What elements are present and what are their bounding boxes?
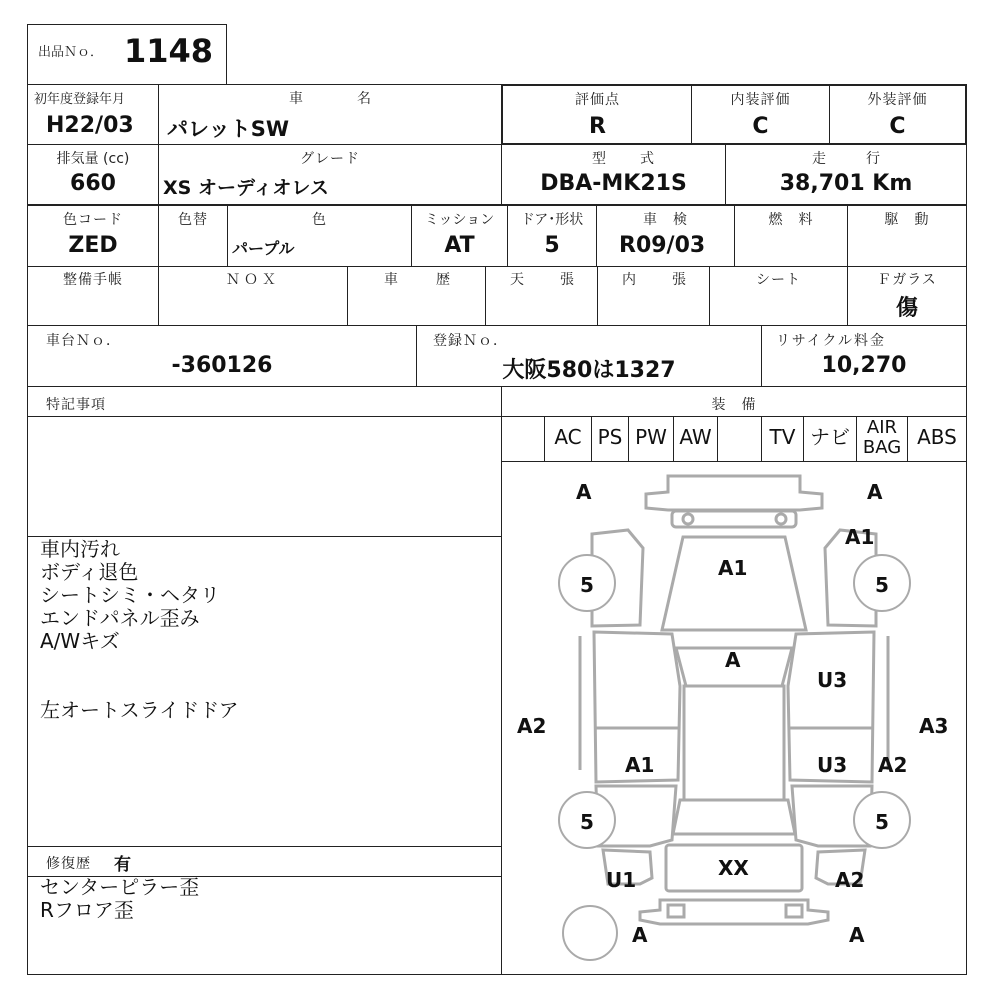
equip-airbag-label: AIR BAG [862,417,902,458]
damage-mark: A1 [718,556,748,580]
equip-navi-label: ナビ [810,425,850,449]
displacement-value: 660 [70,171,116,196]
mission-label: ミッション [424,212,495,228]
car-name-value: パレットSW [167,117,290,141]
door-label: ドア･形状 [520,212,584,228]
damage-mark: A3 [919,714,949,738]
note-line: エンドパネル歪み [40,606,200,630]
damage-mark: A2 [517,714,547,738]
damage-mark: U3 [817,668,848,692]
color-code-value: ZED [68,233,118,258]
note-line: 左オートスライドドア [40,698,239,722]
score-value: R [589,114,606,139]
interior-lining-label-2: 張 [672,272,687,288]
damage-mark: A [632,923,648,947]
repair-line: Rフロア歪 [40,898,134,922]
mileage-label-2: 行 [866,151,881,167]
repair-line: センターピラー歪 [40,875,200,899]
damage-mark: A [849,923,865,947]
door-value: 5 [544,233,560,258]
plate-value: 大阪580は1327 [502,358,676,383]
color-value: パープル [232,239,295,258]
damage-mark: 5 [875,573,889,597]
equip-aw-label: AW [679,425,712,449]
drive-label: 駆 動 [884,212,930,228]
recycle-value: 10,270 [821,353,907,378]
history-label-1: 車 [384,272,399,288]
damage-mark: A [867,480,883,504]
model-label-1: 型 [592,151,607,167]
inspection-value: R09/03 [619,233,706,258]
grade-label: グレード [300,151,360,167]
notes-label: 特記事項 [46,397,106,413]
damage-mark: 5 [875,810,889,834]
damage-mark: U1 [606,868,637,892]
fglass-label: Ｆガラス [877,272,937,288]
lot-label: 出品Ｎｏ． [38,45,104,60]
equip-tv-label: TV [769,425,796,449]
seat-label: シート [756,272,801,288]
roof-label-1: 天 [510,272,525,288]
color-code-label: 色コード [63,212,123,228]
damage-mark: A [576,480,592,504]
repaint-label: 色替 [178,212,208,228]
reg-date-label: 初年度登録年月 [34,92,126,107]
plate-label: 登録Ｎｏ． [433,333,508,349]
damage-mark: U3 [817,753,848,777]
damage-mark: 5 [580,573,594,597]
equip-pw-label: PW [635,425,667,449]
damage-mark: A1 [845,525,875,549]
recycle-label: リサイクル料金 [776,333,887,349]
note-line: 車内汚れ [40,537,120,561]
note-line: シートシミ・ヘタリ [40,583,220,607]
exterior-value: C [889,114,906,139]
damage-mark: A1 [625,753,655,777]
interior-lining-label-1: 内 [622,272,637,288]
equip-ac-label: AC [554,425,582,449]
grade-value: XS オーディオレス [163,177,329,199]
mileage-label-1: 走 [812,151,827,167]
exterior-label: 外装評価 [867,92,928,108]
chassis-value: -360126 [171,353,273,378]
interior-label: 内装評価 [730,92,791,108]
note-line: A/Wキズ [40,629,120,653]
inspection-label: 車 検 [643,212,688,228]
model-value: DBA-MK21S [540,171,687,196]
reg-date-value: H22/03 [46,113,134,138]
equip-abs-label: ABS [917,425,957,449]
lot-number: 1148 [124,32,214,70]
history-label-2: 歴 [436,272,451,288]
nox-label: ＮＯＸ [226,272,280,288]
damage-mark: 5 [580,810,594,834]
damage-mark: A2 [878,753,908,777]
interior-value: C [752,114,769,139]
score-label: 評価点 [575,92,620,108]
mission-value: AT [444,233,475,258]
mileage-value: 38,701 Km [779,171,913,196]
equip-ps-label: PS [597,425,623,449]
car-name-label-1: 車 [289,91,304,107]
repair-label: 修復歴 [46,856,91,872]
color-label: 色 [312,212,327,228]
chassis-label: 車台Ｎｏ． [46,333,121,349]
manual-label: 整備手帳 [63,272,123,288]
damage-mark: A [725,648,741,672]
note-line: ボディ退色 [40,560,139,584]
damage-mark: A2 [835,868,865,892]
roof-label-2: 張 [560,272,575,288]
equipment-label: 装 備 [711,397,757,413]
fuel-label: 燃 料 [768,212,814,228]
damage-mark: XX [718,856,749,880]
model-label-2: 式 [640,151,655,167]
fglass-value: 傷 [895,296,918,321]
displacement-label: 排気量 (cc) [56,151,130,167]
repair-value: 有 [114,855,131,875]
car-name-label-2: 名 [357,91,372,107]
